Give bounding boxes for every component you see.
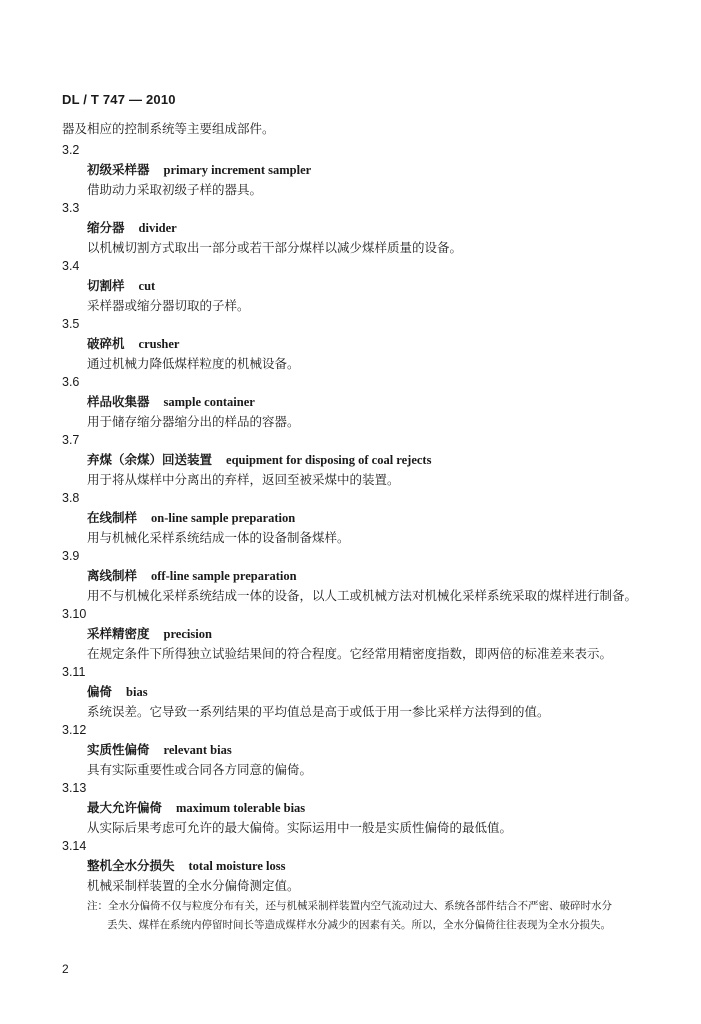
term-number: 3.13 [62, 781, 87, 795]
term-title [62, 333, 652, 354]
term-title [62, 855, 652, 876]
term-entry [62, 315, 652, 373]
term-en: precision [163, 627, 212, 641]
term-en: divider [138, 221, 177, 235]
term-entry [62, 547, 652, 605]
term-zh: 破碎机 [87, 336, 125, 351]
term-number: 3.11 [62, 665, 86, 679]
term-title [62, 797, 652, 818]
term-en: primary increment sampler [163, 163, 312, 177]
term-definition: 从实际后果考虑可允许的最大偏倚。实际运用中一般是实质性偏倚的最低值。 [87, 820, 513, 835]
page-number: 2 [62, 962, 69, 976]
term-en: cut [138, 279, 156, 293]
term-number: 3.12 [62, 723, 87, 737]
term-zh: 最大允许偏倚 [87, 800, 163, 815]
term-entry [62, 721, 652, 779]
term-number: 3.5 [62, 317, 80, 331]
term-zh: 切割样 [87, 278, 125, 293]
term-zh: 缩分器 [87, 220, 125, 235]
term-definition: 用不与机械化采样系统结成一体的设备，以人工或机械方法对机械化采样系统采取的煤样进行制备。 [87, 588, 638, 603]
term-number: 3.3 [62, 201, 80, 215]
term-en: on-line sample preparation [151, 511, 296, 525]
term-en: total moisture loss [188, 859, 286, 873]
standard-header: DL / T 747 — 2010 [62, 92, 176, 107]
term-entry [62, 605, 652, 663]
term-number: 3.9 [62, 549, 80, 563]
term-entry [62, 199, 652, 257]
term-definition: 系统误差。它导致一系列结果的平均值总是高于或低于用一参比采样方法得到的值。 [87, 704, 550, 719]
term-entry [62, 779, 652, 837]
term-zh: 整机全水分损失 [87, 858, 175, 873]
term-entry [62, 373, 652, 431]
term-en: bias [126, 685, 148, 699]
term-entry [62, 489, 652, 547]
term-entry [62, 837, 652, 895]
term-title [62, 391, 652, 412]
term-zh: 在线制样 [87, 510, 138, 525]
term-en: equipment for disposing of coal rejects [226, 453, 432, 467]
term-definition: 以机械切割方式取出一部分或若干部分煤样以减少煤样质量的设备。 [87, 240, 463, 255]
intro-text: 器及相应的控制系统等主要组成部件。 [62, 121, 275, 136]
term-title [62, 565, 652, 586]
term-definition: 用于将从煤样中分离出的弃样，返回至被采煤中的装置。 [87, 472, 400, 487]
term-en: sample container [163, 395, 255, 409]
note-line-1: 全水分偏倚不仅与粒度分布有关，还与机械采制样装置内空气流动过大、系统各部件结合不严密、破碎时水分 [108, 900, 612, 912]
term-title [62, 449, 652, 470]
term-title [62, 681, 652, 702]
term-number: 3.6 [62, 375, 80, 389]
term-zh: 样品收集器 [87, 394, 150, 409]
term-definition: 具有实际重要性或合同各方同意的偏倚。 [87, 762, 313, 777]
term-zh: 弃煤（余煤）回送装置 [87, 452, 213, 467]
term-definition: 用与机械化采样系统结成一体的设备制备煤样。 [87, 530, 350, 545]
term-title [62, 275, 652, 296]
term-entry [62, 257, 652, 315]
term-entry [62, 663, 652, 721]
term-title [62, 623, 652, 644]
term-en: maximum tolerable bias [176, 801, 306, 815]
term-zh: 初级采样器 [87, 162, 150, 177]
term-zh: 实质性偏倚 [87, 742, 150, 757]
term-number: 3.2 [62, 143, 80, 157]
term-title [62, 507, 652, 528]
note-label: 注： [87, 900, 108, 912]
term-zh: 采样精密度 [87, 626, 150, 641]
term-entry [62, 141, 652, 199]
term-number: 3.8 [62, 491, 80, 505]
term-title [62, 217, 652, 238]
term-definition: 在规定条件下所得独立试验结果间的符合程度。它经常用精密度指数，即两倍的标准差来表示。 [87, 646, 613, 661]
term-en: relevant bias [163, 743, 232, 757]
term-definition: 采样器或缩分器切取的子样。 [87, 298, 250, 313]
term-number: 3.7 [62, 433, 80, 447]
term-definition: 机械采制样装置的全水分偏倚测定值。 [87, 878, 300, 893]
term-definition: 借助动力采取初级子样的器具。 [87, 182, 263, 197]
term-number: 3.10 [62, 607, 87, 621]
term-en: off-line sample preparation [151, 569, 297, 583]
term-definition: 用于储存缩分器缩分出的样品的容器。 [87, 414, 300, 429]
term-list [62, 141, 652, 935]
term-zh: 偏倚 [87, 684, 113, 699]
term-title [62, 159, 652, 180]
term-number: 3.4 [62, 259, 80, 273]
term-entry [62, 431, 652, 489]
term-zh: 离线制样 [87, 568, 138, 583]
term-en: crusher [138, 337, 180, 351]
note-block [62, 897, 652, 935]
term-title [62, 739, 652, 760]
note-line-2: 丢失、煤样在系统内停留时间长等造成煤样水分减少的因素有关。所以，全水分偏倚往往表现为全水分损失。 [107, 919, 611, 931]
term-definition: 通过机械力降低煤样粒度的机械设备。 [87, 356, 300, 371]
term-number: 3.14 [62, 839, 87, 853]
